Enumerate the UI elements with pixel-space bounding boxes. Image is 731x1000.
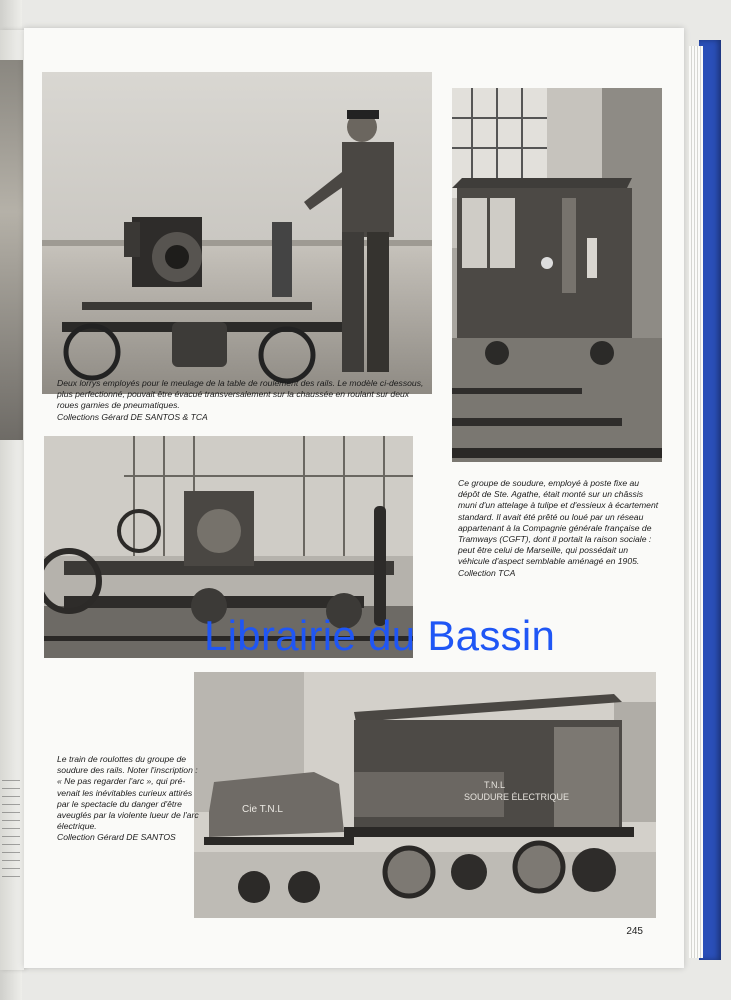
van-sign-text: SOUDURE ÉLECTRIQUE (464, 792, 570, 802)
caption-line: Deux lorrys employés pour le meulage de la table de roulement des rails. Le modèle ci-dessous, (57, 378, 424, 388)
caption-credit: Collection TCA (458, 567, 516, 578)
van-sign-label: T.N.L (484, 780, 506, 790)
cart-sign-text: Cie T.N.L (242, 804, 283, 815)
caption-line: « Ne pas regarder l'arc », qui pré- (57, 776, 186, 787)
caption-line: Le train de roulottes du groupe de (57, 754, 186, 764)
caption-line: peut être celui de Marseille, qui possédait un (458, 545, 629, 556)
caption-line: dépôt de Ste. Agathe, était monté sur un châssis (458, 489, 644, 500)
caption-line: standard. Il avait été prêté ou loué par un réseau (458, 511, 644, 522)
caption-line: Tramways (CGFT), dont il portait la raison sociale : (458, 534, 652, 545)
page-number: 245 (626, 926, 643, 937)
caption-credit: Collection Gérard DE SANTOS (57, 832, 176, 843)
caption-line: par le spectacle du danger d'être (57, 798, 182, 809)
caption-line: muni d'un attelage à tulipe et d'essieux à écartement (458, 500, 659, 511)
caption-soudure (458, 478, 658, 579)
photo-welding-wagon (452, 88, 662, 462)
caption-line: soudure des rails. Noter l'inscription : (57, 765, 198, 776)
caption-line: appartenant à la Compagnie générale française de (458, 522, 652, 533)
caption-line: véhicule d'aspect semblable aménagé en 1905. (458, 556, 640, 567)
photo-welding-train (194, 672, 656, 918)
caption-line: électrique. (57, 821, 97, 832)
caption-credit: Collections Gérard DE SANTOS & TCA (57, 411, 208, 422)
left-page-caption-fragment (2, 780, 20, 880)
caption-line: venait les inévitables curieux attirés (57, 787, 193, 798)
page-stack-edges (689, 46, 703, 958)
caption-train (57, 754, 199, 844)
left-page-photo-fragment (0, 60, 23, 440)
caption-line: plus perfectionné, pouvait être évacué transversalement sur la chaussée en roulant sur deux (57, 389, 410, 400)
caption-line: Ce groupe de soudure, employé à poste fixe au (458, 478, 640, 488)
watermark-text: Librairie du Bassin (204, 612, 556, 659)
photo-grinding-lorry (42, 72, 432, 394)
book-page (24, 28, 684, 968)
caption-lorry (57, 378, 423, 423)
caption-line: aveuglés par la violente lueur de l'arc (57, 810, 199, 821)
caption-line: roues garnies de pneumatiques. (57, 400, 180, 411)
